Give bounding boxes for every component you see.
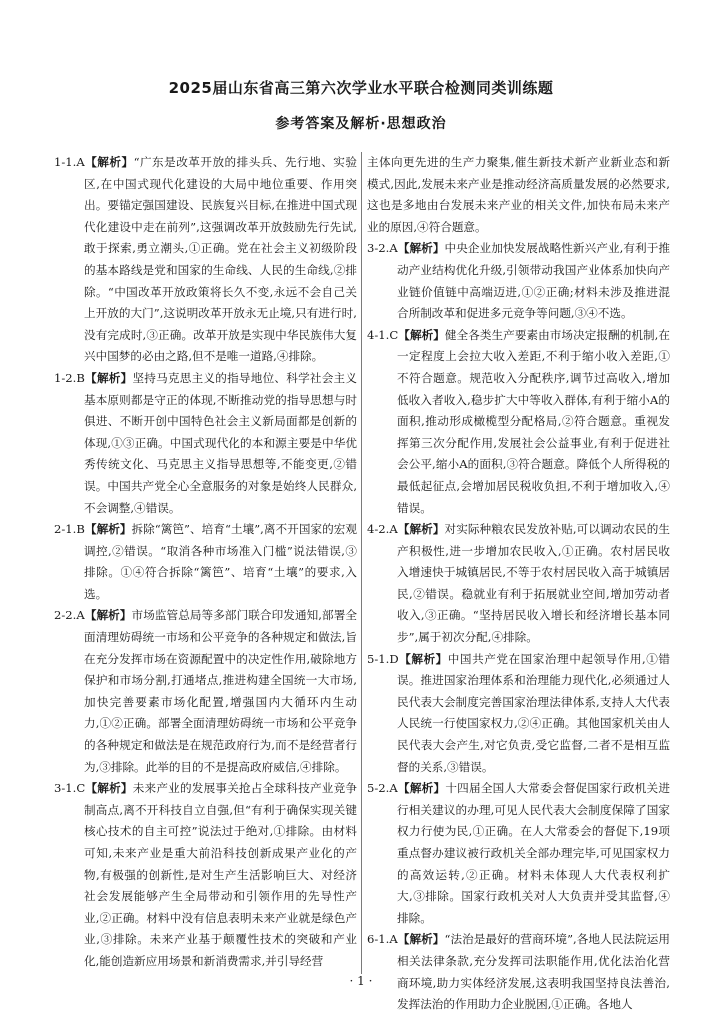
analysis-tag: 【解析】	[84, 522, 132, 537]
analysis-text: 十四届全国人大常委会督促国家行政机关进行相关建议的办理,可见人民代表大会制度保障了国家权力行使为民,①正确。在人大常委会的督促下,19项重点督办建议被行政机关全部办理完毕,可见国家权力的高效运转,②正确。材料未体现人大代表权利扩大,③排除。国家行政机关对人大负责并受其监督,④排除。	[397, 781, 670, 925]
analysis-text: 对实际种粮农民发放补贴,可以调动农民的生产积极性,进一步增加农民收入,①正确。农村居民收入增速快于城镇居民,不等于农村居民收入高于城镇居民,②错误。稳就业有利于拓展就业空间,增加劳动者收入,③正确。“坚持居民收入增长和经济增长基本同步”,属于初次分配,④排除。	[397, 522, 670, 645]
analysis-text: “法治是最好的营商环境”,各地人民法院运用相关法律条款,充分发挥司法职能作用,优化法治化营商环境,助力实体经济发展,这表明我国坚持良法善治,发挥法治的作用助力企业脱困,①正确。各地人	[397, 932, 670, 1012]
question-number: 2-1.B	[54, 522, 85, 537]
analysis-text: 主体向更先进的生产力聚集,催生新技术新产业新业态和新模式,因此,发展未来产业是推动经济高质量发展的必然要求,这也是多地由台发展未来产业的相关文件,加快布局未来产业的原因,④符合题意。	[367, 155, 670, 234]
analysis-tag: 【解析】	[84, 155, 134, 169]
analysis-text: 坚持马克思主义的指导地位、科学社会主义基本原则都是守正的体现,不断推动党的指导思想与时俱进、不断开创中国特色社会主义新局面都是创新的体现,①③正确。中国式现代化的本和源主要是中华优秀传统文化、马克思主义指导思想等,不能变更,②错误。中国共产党全心全意服务的对象是始终人民群众,不会调整,④错误。	[84, 370, 357, 515]
right-column	[367, 152, 670, 1016]
answer-entry	[54, 519, 357, 605]
analysis-tag: 【解析】	[85, 781, 133, 796]
question-number: 2-2.A	[54, 608, 85, 623]
answer-entry	[367, 238, 670, 324]
answer-entry	[367, 519, 670, 649]
analysis-text: 中央企业加快发展战略性新兴产业,有利于推动产业结构优化升级,引领带动我国产业体系加快向产业链价值链中高端迈进,①②正确;材料未涉及推进混合所制改革和促进多元竞争等问题,③④不选。	[397, 241, 670, 321]
analysis-text: 健全各类生产要素由市场决定报酬的机制,在一定程度上会拉大收入差距,不利于缩小收入差距,①不符合题意。规范收入分配秩序,调节过高收入,增加低收入者收入,稳步扩大中等收入群体,有利于缩小A的面积,推动形成橄榄型分配格局,②符合题意。重视发挥第三次分配作用,发展社会公益事业,有利于促进社会公平,缩小A的面积,③符合题意。降低个人所得税的最低起征点,会增加居民税收负担,不利于增加收入,④错误。	[397, 327, 670, 515]
answer-entry	[54, 778, 357, 972]
left-column	[54, 152, 357, 973]
question-number: 4-2.A	[367, 522, 398, 537]
column-divider	[361, 152, 362, 974]
question-number: 4-1.C	[367, 327, 399, 342]
answer-entry	[367, 649, 670, 779]
answer-entry	[367, 929, 670, 1015]
question-number: 3-2.A	[367, 241, 398, 256]
analysis-tag: 【解析】	[398, 327, 445, 342]
analysis-tag: 【解析】	[397, 522, 445, 537]
question-number: 5-2.A	[367, 781, 398, 796]
analysis-text: 市场监管总局等多部门联合印发通知,部署全面清理妨碍统一市场和公平竞争的各种规定和做法,旨在充分发挥市场在资源配置中的决定性作用,破除地方保护和市场分割,打通堵点,推进构建全国统一大市场,加快完善要素市场化配置,增强国内大循环内生动力,①②正确。部署全面清理妨碍统一市场和公平竞争的各种规定和做法是在规范政府行为,而不是经营者行为,③排除。此举的目的不是提高政府威信,④排除。	[84, 608, 357, 774]
document-subtitle: 参考答案及解析·思想政治	[275, 116, 447, 132]
answer-entry	[367, 778, 670, 929]
analysis-text: 拆除“篱笆”、培育“土壤”,离不开国家的宏观调控,②错误。“取消各种市场准入门槛”说法错误,③排除。①④符合拆除“篱笆”、培育“土壤”的要求,入选。	[84, 522, 357, 601]
analysis-text: 未来产业的发展事关抢占全球科技产业竞争制高点,离不开科技自立自强,但“有利于确保实现关键核心技术的自主可控”说法过于绝对,①排除。由材料可知,未来产业是重大前沿科技创新成果产业化的产物,有极强的创新性,是对生产生活影响巨大、对经济社会发展能够产生全局带动和引领作用的先导性产业,②正确。材料中没有信息表明未来产业就是绿色产业,③排除。未来产业基于颠覆性技术的突破和产业化,能创造新应用场景和新消费需求,并引导经营	[84, 781, 357, 968]
analysis-text: “广东是改革开放的排头兵、先行地、实验区,在中国式现代化建设的大局中地位重要、作用突出。要锚定强国建设、民族复兴目标,在推进中国式现代化建设中走在前列”,这强调改革开放鼓励先行先试,敢于探索,勇立潮头,①正确。党在社会主义初级阶段的基本路线是党和国家的生命线、人民的生命线,②排除。“中国改革开放政策将长久不变,永远不会自己关上开放的大门”,这说明改革开放永无止境,只有进行时,没有完成时,③正确。改革开放是实现中华民族伟大复兴中国梦的必由之路,但不是唯一道路,④排除。	[84, 155, 357, 364]
question-number: 6-1.A	[367, 932, 398, 947]
analysis-tag: 【解析】	[397, 781, 446, 796]
analysis-tag: 【解析】	[397, 241, 445, 256]
answer-entry	[54, 152, 357, 368]
question-number: 3-1.C	[54, 781, 86, 796]
analysis-tag: 【解析】	[84, 608, 132, 623]
answer-entry	[54, 368, 357, 519]
answer-entry	[367, 152, 670, 238]
analysis-text: 中国共产党在国家治理中起领导作用,①错误。推进国家治理体系和治理能力现代化,必须通过人民代表大会制度完善国家治理法律体系,支持人大代表人民统一行使国家权力,②④正确。其他国家机关由人民代表大会产生,对它负责,受它监督,二者不是相互监督的关系,③错误。	[397, 651, 670, 774]
answer-entry	[367, 325, 670, 519]
document-title: 2025届山东省高三第六次学业水平联合检测同类训练题	[168, 79, 554, 97]
analysis-tag: 【解析】	[397, 932, 445, 947]
question-number: 5-1.D	[367, 651, 399, 666]
question-number: 1-2.B	[54, 370, 85, 385]
page-number: · 1 ·	[349, 974, 373, 988]
analysis-tag: 【解析】	[84, 370, 133, 385]
answer-entry	[54, 605, 357, 778]
question-number: 1-1.A	[54, 155, 85, 169]
analysis-tag: 【解析】	[398, 651, 448, 666]
